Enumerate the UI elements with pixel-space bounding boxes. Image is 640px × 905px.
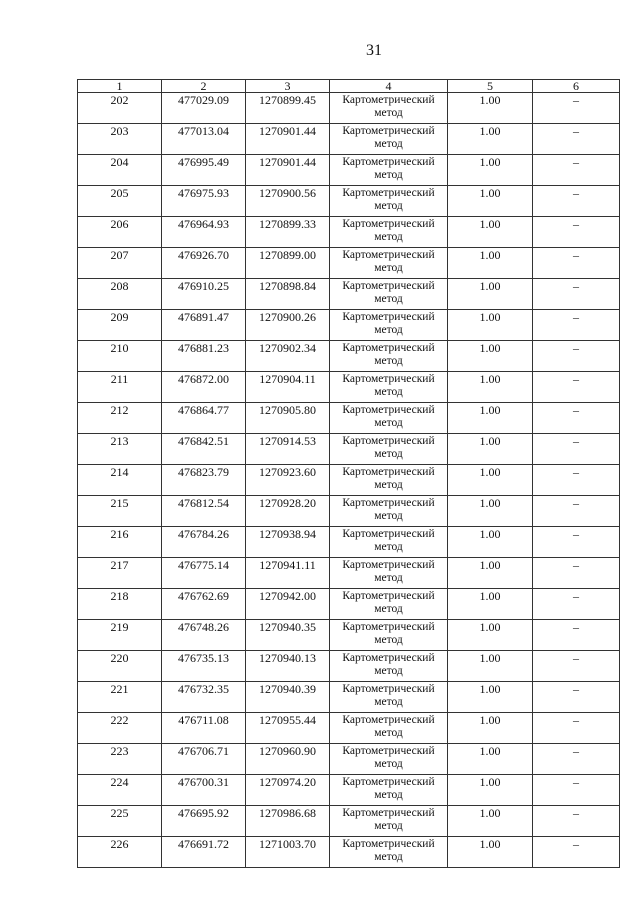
x-coordinate-cell: 476691.72 — [162, 837, 246, 868]
method-line-1: Картометрический — [342, 652, 435, 664]
method-line-2: метод — [374, 541, 403, 553]
method-cell — [330, 372, 448, 403]
note-cell: – — [533, 124, 620, 155]
method-line-2: метод — [374, 355, 403, 367]
method-line-1: Картометрический — [342, 94, 435, 106]
method-line-1: Картометрический — [342, 838, 435, 850]
x-coordinate-cell: 476842.51 — [162, 434, 246, 465]
method-line-1: Картометрический — [342, 125, 435, 137]
y-coordinate-cell: 1271003.70 — [246, 837, 330, 868]
note-cell: – — [533, 310, 620, 341]
table-row — [78, 744, 620, 775]
x-coordinate-cell: 477029.09 — [162, 93, 246, 124]
table-row — [78, 558, 620, 589]
table-row — [78, 186, 620, 217]
method-line-2: метод — [374, 603, 403, 615]
method-line-1: Картометрический — [342, 156, 435, 168]
table-row — [78, 341, 620, 372]
accuracy-cell: 1.00 — [448, 434, 533, 465]
y-coordinate-cell: 1270928.20 — [246, 496, 330, 527]
method-line-2: метод — [374, 634, 403, 646]
accuracy-cell: 1.00 — [448, 217, 533, 248]
y-coordinate-cell: 1270900.26 — [246, 310, 330, 341]
method-line-2: метод — [374, 479, 403, 491]
method-cell — [330, 527, 448, 558]
method-cell — [330, 589, 448, 620]
method-cell — [330, 496, 448, 527]
point-number-cell: 209 — [78, 310, 162, 341]
method-line-2: метод — [374, 510, 403, 522]
method-cell — [330, 558, 448, 589]
accuracy-cell: 1.00 — [448, 713, 533, 744]
accuracy-cell: 1.00 — [448, 806, 533, 837]
point-number-cell: 222 — [78, 713, 162, 744]
method-line-2: метод — [374, 107, 403, 119]
method-cell — [330, 775, 448, 806]
note-cell: – — [533, 217, 620, 248]
accuracy-cell: 1.00 — [448, 93, 533, 124]
table-row — [78, 806, 620, 837]
y-coordinate-cell: 1270914.53 — [246, 434, 330, 465]
method-line-2: метод — [374, 324, 403, 336]
table-row — [78, 589, 620, 620]
point-number-cell: 211 — [78, 372, 162, 403]
method-cell — [330, 93, 448, 124]
note-cell: – — [533, 434, 620, 465]
method-line-2: метод — [374, 417, 403, 429]
accuracy-cell: 1.00 — [448, 620, 533, 651]
point-number-cell: 216 — [78, 527, 162, 558]
method-line-2: метод — [374, 231, 403, 243]
note-cell: – — [533, 186, 620, 217]
y-coordinate-cell: 1270901.44 — [246, 124, 330, 155]
y-coordinate-cell: 1270904.11 — [246, 372, 330, 403]
method-line-1: Картометрический — [342, 435, 435, 447]
point-number-cell: 208 — [78, 279, 162, 310]
note-cell: – — [533, 806, 620, 837]
x-coordinate-cell: 476995.49 — [162, 155, 246, 186]
table-row — [78, 651, 620, 682]
accuracy-cell: 1.00 — [448, 403, 533, 434]
method-cell — [330, 403, 448, 434]
point-number-cell: 225 — [78, 806, 162, 837]
table-row — [78, 248, 620, 279]
method-cell — [330, 248, 448, 279]
y-coordinate-cell: 1270955.44 — [246, 713, 330, 744]
table-row — [78, 620, 620, 651]
method-line-2: метод — [374, 696, 403, 708]
y-coordinate-cell: 1270940.13 — [246, 651, 330, 682]
table-row — [78, 403, 620, 434]
y-coordinate-cell: 1270905.80 — [246, 403, 330, 434]
method-line-1: Картометрический — [342, 187, 435, 199]
method-line-2: метод — [374, 665, 403, 677]
note-cell: – — [533, 744, 620, 775]
point-number-cell: 203 — [78, 124, 162, 155]
method-line-1: Картометрический — [342, 559, 435, 571]
accuracy-cell: 1.00 — [448, 558, 533, 589]
accuracy-cell: 1.00 — [448, 155, 533, 186]
column-header: 5 — [448, 80, 533, 93]
x-coordinate-cell: 476732.35 — [162, 682, 246, 713]
coordinates-table — [77, 79, 620, 868]
method-line-2: метод — [374, 758, 403, 770]
table-row — [78, 124, 620, 155]
method-cell — [330, 217, 448, 248]
accuracy-cell: 1.00 — [448, 775, 533, 806]
point-number-cell: 202 — [78, 93, 162, 124]
y-coordinate-cell: 1270942.00 — [246, 589, 330, 620]
point-number-cell: 221 — [78, 682, 162, 713]
y-coordinate-cell: 1270902.34 — [246, 341, 330, 372]
note-cell: – — [533, 713, 620, 744]
point-number-cell: 218 — [78, 589, 162, 620]
note-cell: – — [533, 341, 620, 372]
y-coordinate-cell: 1270960.90 — [246, 744, 330, 775]
method-line-2: метод — [374, 169, 403, 181]
y-coordinate-cell: 1270974.20 — [246, 775, 330, 806]
method-line-2: метод — [374, 851, 403, 863]
column-header: 6 — [533, 80, 620, 93]
x-coordinate-cell: 476700.31 — [162, 775, 246, 806]
table-row — [78, 279, 620, 310]
method-cell — [330, 713, 448, 744]
method-cell — [330, 465, 448, 496]
point-number-cell: 206 — [78, 217, 162, 248]
point-number-cell: 215 — [78, 496, 162, 527]
point-number-cell: 223 — [78, 744, 162, 775]
method-line-1: Картометрический — [342, 497, 435, 509]
note-cell: – — [533, 837, 620, 868]
y-coordinate-cell: 1270899.45 — [246, 93, 330, 124]
method-cell — [330, 341, 448, 372]
table-row — [78, 465, 620, 496]
accuracy-cell: 1.00 — [448, 496, 533, 527]
x-coordinate-cell: 476695.92 — [162, 806, 246, 837]
x-coordinate-cell: 476706.71 — [162, 744, 246, 775]
note-cell: – — [533, 248, 620, 279]
method-line-1: Картометрический — [342, 807, 435, 819]
table-row — [78, 93, 620, 124]
x-coordinate-cell: 476823.79 — [162, 465, 246, 496]
note-cell: – — [533, 279, 620, 310]
note-cell: – — [533, 465, 620, 496]
method-line-1: Картометрический — [342, 342, 435, 354]
x-coordinate-cell: 476872.00 — [162, 372, 246, 403]
note-cell: – — [533, 403, 620, 434]
table-row — [78, 434, 620, 465]
method-line-2: метод — [374, 200, 403, 212]
y-coordinate-cell: 1270899.00 — [246, 248, 330, 279]
accuracy-cell: 1.00 — [448, 744, 533, 775]
y-coordinate-cell: 1270900.56 — [246, 186, 330, 217]
method-line-1: Картометрический — [342, 528, 435, 540]
accuracy-cell: 1.00 — [448, 837, 533, 868]
method-line-1: Картометрический — [342, 373, 435, 385]
method-line-1: Картометрический — [342, 621, 435, 633]
table-header-row — [78, 80, 620, 93]
x-coordinate-cell: 476964.93 — [162, 217, 246, 248]
y-coordinate-cell: 1270940.35 — [246, 620, 330, 651]
y-coordinate-cell: 1270899.33 — [246, 217, 330, 248]
x-coordinate-cell: 476926.70 — [162, 248, 246, 279]
note-cell: – — [533, 558, 620, 589]
accuracy-cell: 1.00 — [448, 310, 533, 341]
accuracy-cell: 1.00 — [448, 527, 533, 558]
accuracy-cell: 1.00 — [448, 186, 533, 217]
x-coordinate-cell: 476775.14 — [162, 558, 246, 589]
note-cell: – — [533, 651, 620, 682]
table-body — [78, 93, 620, 868]
method-line-2: метод — [374, 386, 403, 398]
note-cell: – — [533, 372, 620, 403]
column-header: 1 — [78, 80, 162, 93]
method-line-2: метод — [374, 293, 403, 305]
note-cell: – — [533, 682, 620, 713]
method-line-1: Картометрический — [342, 311, 435, 323]
x-coordinate-cell: 476711.08 — [162, 713, 246, 744]
x-coordinate-cell: 476910.25 — [162, 279, 246, 310]
note-cell: – — [533, 527, 620, 558]
y-coordinate-cell: 1270941.11 — [246, 558, 330, 589]
method-cell — [330, 682, 448, 713]
point-number-cell: 214 — [78, 465, 162, 496]
column-header: 3 — [246, 80, 330, 93]
method-cell — [330, 651, 448, 682]
table-row — [78, 372, 620, 403]
y-coordinate-cell: 1270901.44 — [246, 155, 330, 186]
x-coordinate-cell: 476735.13 — [162, 651, 246, 682]
point-number-cell: 213 — [78, 434, 162, 465]
method-line-1: Картометрический — [342, 590, 435, 602]
page-number: 31 — [366, 42, 382, 59]
column-header: 4 — [330, 80, 448, 93]
method-line-1: Картометрический — [342, 745, 435, 757]
method-line-1: Картометрический — [342, 466, 435, 478]
point-number-cell: 226 — [78, 837, 162, 868]
method-cell — [330, 744, 448, 775]
note-cell: – — [533, 775, 620, 806]
method-cell — [330, 620, 448, 651]
note-cell: – — [533, 93, 620, 124]
x-coordinate-cell: 476812.54 — [162, 496, 246, 527]
point-number-cell: 220 — [78, 651, 162, 682]
accuracy-cell: 1.00 — [448, 341, 533, 372]
accuracy-cell: 1.00 — [448, 124, 533, 155]
x-coordinate-cell: 476881.23 — [162, 341, 246, 372]
method-line-2: метод — [374, 262, 403, 274]
table-row — [78, 155, 620, 186]
x-coordinate-cell: 476748.26 — [162, 620, 246, 651]
method-cell — [330, 124, 448, 155]
method-line-1: Картометрический — [342, 776, 435, 788]
point-number-cell: 219 — [78, 620, 162, 651]
accuracy-cell: 1.00 — [448, 372, 533, 403]
table-row — [78, 310, 620, 341]
method-line-1: Картометрический — [342, 683, 435, 695]
point-number-cell: 204 — [78, 155, 162, 186]
table-row — [78, 775, 620, 806]
table-row — [78, 527, 620, 558]
accuracy-cell: 1.00 — [448, 465, 533, 496]
x-coordinate-cell: 476891.47 — [162, 310, 246, 341]
method-cell — [330, 806, 448, 837]
note-cell: – — [533, 589, 620, 620]
point-number-cell: 210 — [78, 341, 162, 372]
method-line-1: Картометрический — [342, 218, 435, 230]
method-line-1: Картометрический — [342, 404, 435, 416]
accuracy-cell: 1.00 — [448, 589, 533, 620]
accuracy-cell: 1.00 — [448, 248, 533, 279]
table-row — [78, 713, 620, 744]
method-cell — [330, 310, 448, 341]
y-coordinate-cell: 1270938.94 — [246, 527, 330, 558]
column-header: 2 — [162, 80, 246, 93]
note-cell: – — [533, 155, 620, 186]
y-coordinate-cell: 1270940.39 — [246, 682, 330, 713]
y-coordinate-cell: 1270923.60 — [246, 465, 330, 496]
point-number-cell: 205 — [78, 186, 162, 217]
x-coordinate-cell: 476975.93 — [162, 186, 246, 217]
method-cell — [330, 837, 448, 868]
method-line-2: метод — [374, 820, 403, 832]
accuracy-cell: 1.00 — [448, 682, 533, 713]
method-line-2: метод — [374, 572, 403, 584]
method-line-2: метод — [374, 789, 403, 801]
note-cell: – — [533, 496, 620, 527]
x-coordinate-cell: 476762.69 — [162, 589, 246, 620]
method-line-1: Картометрический — [342, 280, 435, 292]
table-row — [78, 217, 620, 248]
method-cell — [330, 155, 448, 186]
x-coordinate-cell: 477013.04 — [162, 124, 246, 155]
method-cell — [330, 434, 448, 465]
y-coordinate-cell: 1270898.84 — [246, 279, 330, 310]
point-number-cell: 224 — [78, 775, 162, 806]
accuracy-cell: 1.00 — [448, 279, 533, 310]
table-row — [78, 837, 620, 868]
method-line-1: Картометрический — [342, 249, 435, 261]
table-row — [78, 682, 620, 713]
point-number-cell: 207 — [78, 248, 162, 279]
method-line-2: метод — [374, 448, 403, 460]
method-line-2: метод — [374, 727, 403, 739]
point-number-cell: 212 — [78, 403, 162, 434]
method-line-1: Картометрический — [342, 714, 435, 726]
accuracy-cell: 1.00 — [448, 651, 533, 682]
x-coordinate-cell: 476864.77 — [162, 403, 246, 434]
method-line-2: метод — [374, 138, 403, 150]
point-number-cell: 217 — [78, 558, 162, 589]
table-row — [78, 496, 620, 527]
method-cell — [330, 186, 448, 217]
y-coordinate-cell: 1270986.68 — [246, 806, 330, 837]
x-coordinate-cell: 476784.26 — [162, 527, 246, 558]
method-cell — [330, 279, 448, 310]
note-cell: – — [533, 620, 620, 651]
